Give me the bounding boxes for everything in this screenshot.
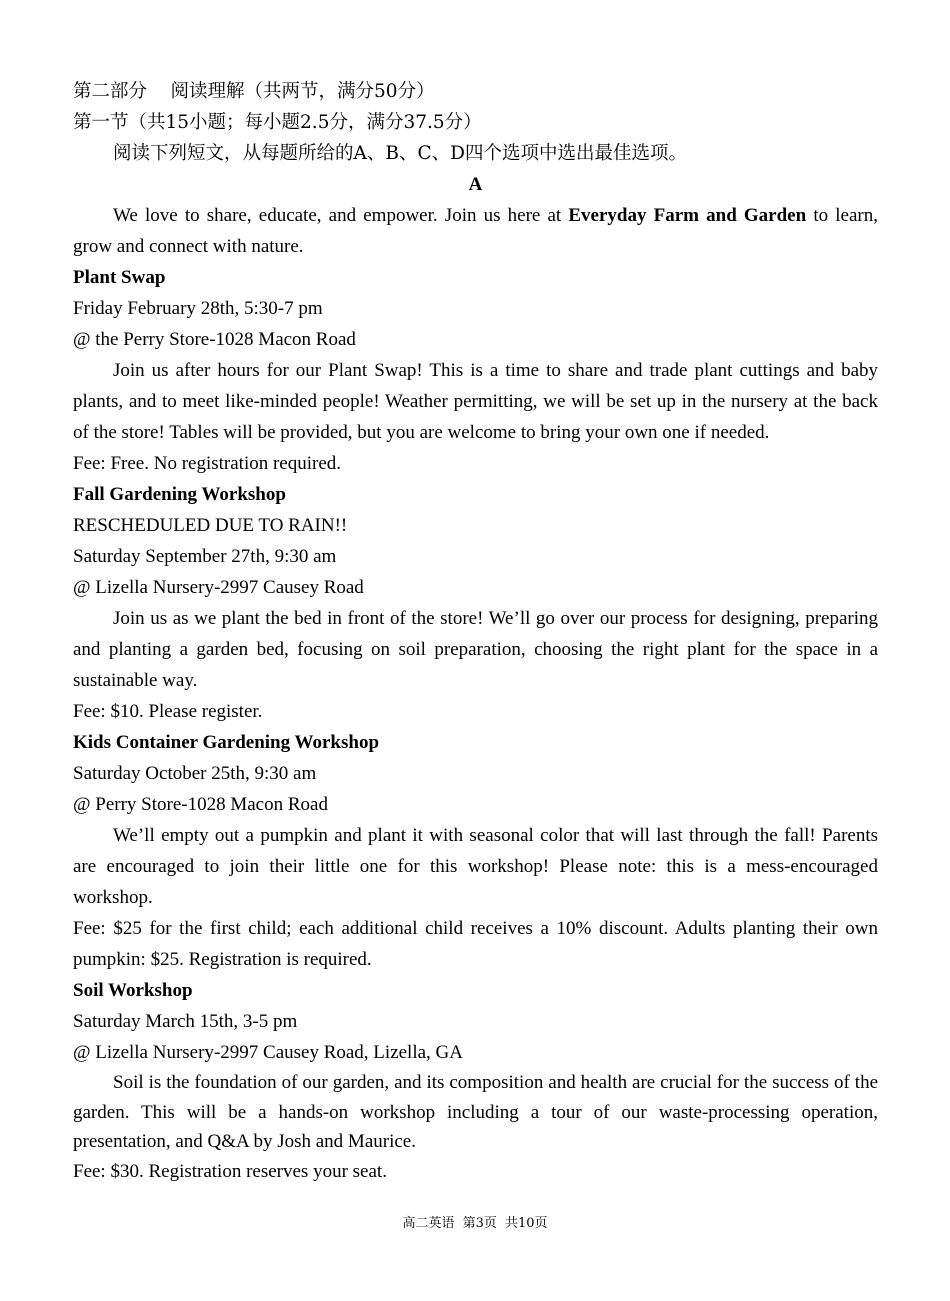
part-title: 第二部分 阅读理解（共两节，满分50分） [73, 81, 435, 102]
event-title: Soil Workshop [73, 980, 193, 1001]
event-title: Plant Swap [73, 267, 166, 288]
event-date: Saturday March 15th, 3-5 pm [73, 1011, 298, 1032]
instruction: 阅读下列短文，从每题所给的A、B、C、D四个选项中选出最佳选项。 [113, 143, 687, 164]
event-description: Join us after hours for our Plant Swap! This is a time to share and trade plant cuttings and baby plants, and to meet like-minded people! Weather permitting, we will be set up in the nursery at the back of the store! Tables will be provided, but you are welcome to bring your own one if needed. [73, 360, 878, 443]
event-fee: Fee: $30. Registration reserves your seat. [73, 1160, 387, 1182]
intro-text-after: to learn, grow and connect with nature. [73, 205, 878, 257]
event-location: @ Lizella Nursery-2997 Causey Road [73, 577, 364, 598]
passage-label: A [468, 174, 483, 195]
event-fee: Fee: Free. No registration required. [73, 453, 342, 474]
section-title: 第一节（共15小题；每小题2.5分，满分37.5分） [73, 112, 482, 133]
exam-page [73, 76, 878, 1186]
event-description: Soil is the foundation of our garden, and its composition and health are crucial for the success of the garden. This will be a hands-on workshop including a tour of our waste-processing operation, presentation, and Q&A by Josh and Maurice. [73, 1072, 878, 1152]
event-date: Saturday September 27th, 9:30 am [73, 546, 337, 567]
event-fee: Fee: $10. Please register. [73, 701, 263, 722]
event-location: @ the Perry Store-1028 Macon Road [73, 329, 356, 350]
event-title: Fall Gardening Workshop [73, 484, 286, 505]
event-description: Join us as we plant the bed in front of the store! We’ll go over our process for designing, preparing and planting a garden bed, focusing on soil preparation, choosing the right plant for the space in a sustainable way. [73, 608, 878, 691]
event-date: Friday February 28th, 5:30-7 pm [73, 298, 323, 319]
footer-subject: 高二英语 [402, 1216, 455, 1231]
event-title: Kids Container Gardening Workshop [73, 732, 380, 753]
event-fee: Fee: $25 for the first child; each additional child receives a 10% discount. Adults planting their own pumpkin: $25. Registration is required. [73, 918, 878, 970]
event-location: @ Perry Store-1028 Macon Road [73, 794, 328, 815]
footer-page-number: 第3页 [462, 1216, 497, 1231]
event-notice: RESCHEDULED DUE TO RAIN!! [73, 515, 348, 536]
intro-text-before: We love to share, educate, and empower. Join us here at [113, 205, 569, 226]
event-description: We’ll empty out a pumpkin and plant it with seasonal color that will last through the fall! Parents are encouraged to join their little one for this workshop! Please note: this is a mess-encouraged workshop. [73, 825, 878, 908]
event-date: Saturday October 25th, 9:30 am [73, 763, 317, 784]
organization-name: Everyday Farm and Garden [568, 205, 807, 226]
intro-paragraph [73, 200, 878, 262]
page-footer [0, 1212, 950, 1231]
event-location: @ Lizella Nursery-2997 Causey Road, Lizella, GA [73, 1042, 463, 1063]
footer-total-pages: 共10页 [505, 1216, 548, 1231]
